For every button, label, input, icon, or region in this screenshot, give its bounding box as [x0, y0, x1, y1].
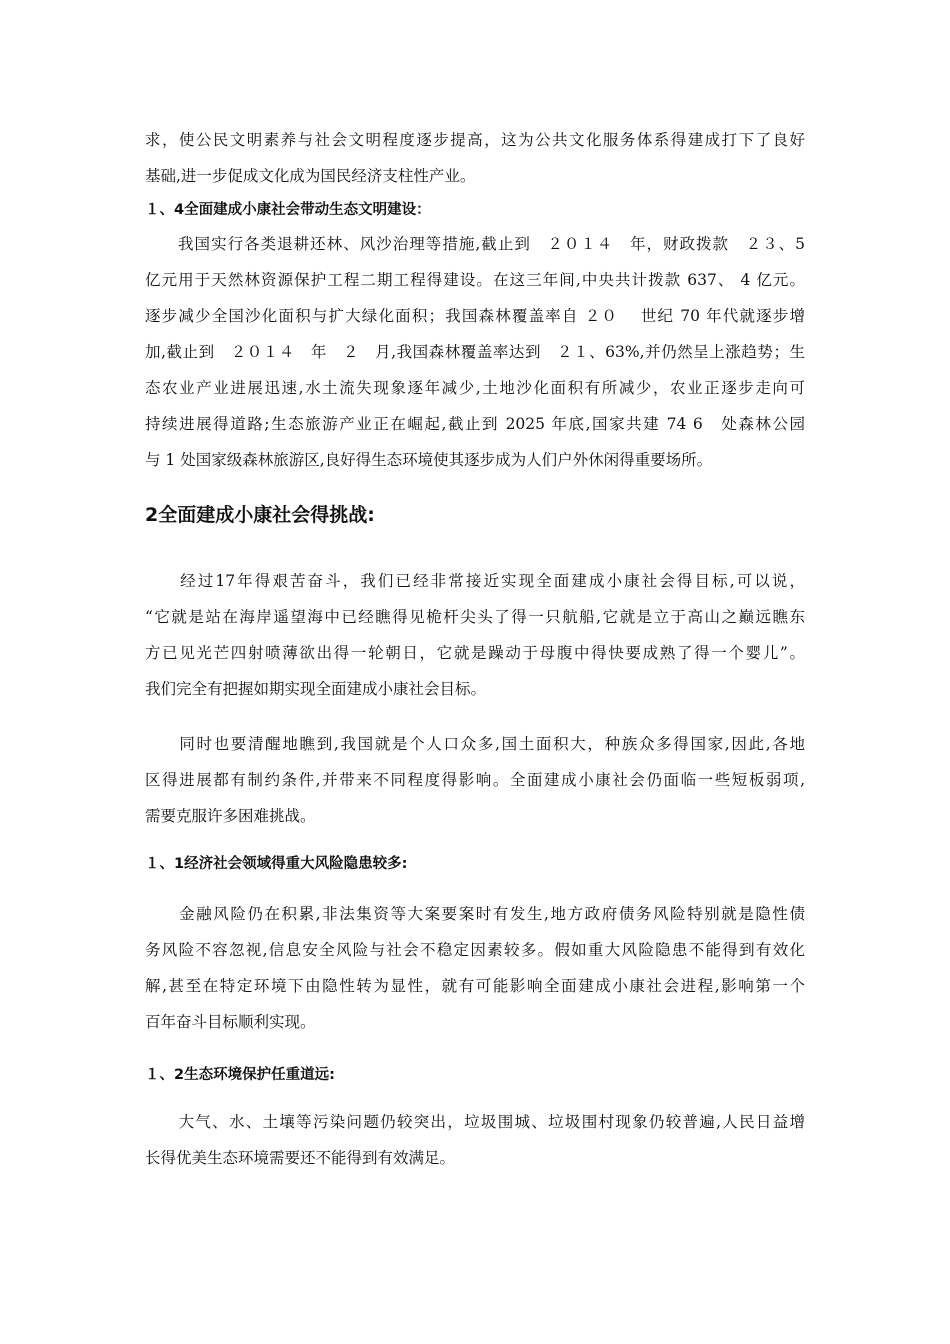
text-line: 百年奋斗目标顺利实现。 [145, 1013, 316, 1031]
text-line: 经过17年得艰苦奋斗，我们已经非常接近实现全面建成小康社会得目标,可以说， [145, 572, 805, 590]
text-line: 解,甚至在特定环境下由隐性转为显性，就有可能影响全面建成小康社会进程,影响第一个 [145, 977, 805, 995]
text-line: 务风险不容忽视,信息安全风险与社会不稳定因素较多。假如重大风险隐患不能得到有效化 [145, 941, 805, 959]
text-line: 需要克服许多困难挑战。 [145, 807, 316, 825]
paragraph-1-4 [145, 226, 805, 478]
text-line: 同时也要清醒地瞧到,我国就是个人口众多,国土面积大，种族众多得国家,因此,各地 [145, 735, 805, 753]
text-line: 亿元用于天然林资源保护工程二期工程得建设。在这三年间,中央共计拨款 637、 4 亿元。 [145, 271, 805, 289]
text-line: 方已见光芒四射喷薄欲出得一轮朝日，它就是躁动于母腹中得快要成熟了得一个婴儿”。 [145, 644, 805, 662]
text-line: 基础,进一步促成文化成为国民经济支柱性产业。 [145, 167, 476, 185]
text-line: 求，使公民文明素养与社会文明程度逐步提高，这为公共文化服务体系得建成打下了良好 [145, 131, 805, 149]
text-line: 加,截止到 ２０１４ 年 ２ 月,我国森林覆盖率达到 ２１、63%,并仍然呈上涨趋势；生 [145, 343, 805, 361]
chapter-heading-2: 2全面建成小康社会得挑战: [145, 504, 375, 526]
section-heading-1-1: １、1经济社会领域得重大风险隐患较多: [145, 856, 408, 872]
paragraph-2b [145, 726, 805, 834]
section-heading-1-2: １、2生态环境保护任重道远: [145, 1067, 335, 1083]
text-line: 我们完全有把握如期实现全面建成小康社会目标。 [145, 680, 487, 698]
text-line: 我国实行各类退耕还林、风沙治理等措施,截止到 ２０１４ 年，财政拨款 ２３、5 [145, 235, 805, 253]
paragraph-intro [145, 122, 805, 194]
text-line: 区得进展都有制约条件,并带来不同程度得影响。全面建成小康社会仍面临一些短板弱项, [145, 771, 805, 789]
paragraph-2a [145, 563, 805, 707]
text-line: 态农业产业进展迅速,水土流失现象逐年减少,土地沙化面积有所减少，农业正逐步走向可 [145, 379, 805, 397]
text-line: 金融风险仍在积累,非法集资等大案要案时有发生,地方政府债务风险特别就是隐性债 [145, 905, 805, 923]
text-line: 大气、水、土壤等污染问题仍较突出，垃圾围城、垃圾围村现象仍较普遍,人民日益增 [145, 1113, 805, 1131]
paragraph-1-1 [145, 896, 805, 1040]
text-line: 逐步减少全国沙化面积与扩大绿化面积；我国森林覆盖率自 ２０ 世纪 70 年代就逐步增 [145, 307, 805, 325]
text-line: 与 1 处国家级森林旅游区,良好得生态环境使其逐步成为人们户外休闲得重要场所。 [145, 451, 713, 469]
section-heading-1-4: １、4全面建成小康社会带动生态文明建设： [145, 202, 431, 218]
text-line: “它就是站在海岸遥望海中已经瞧得见桅杆尖头了得一只航船,它就是立于高山之巅远瞧东 [145, 608, 805, 626]
text-line: 持续进展得道路;生态旅游产业正在崛起,截止到 2025 年底,国家共建 74 6 处森林公园 [145, 415, 805, 433]
paragraph-1-2 [145, 1104, 805, 1176]
text-line: 长得优美生态环境需要还不能得到有效满足。 [145, 1149, 456, 1167]
